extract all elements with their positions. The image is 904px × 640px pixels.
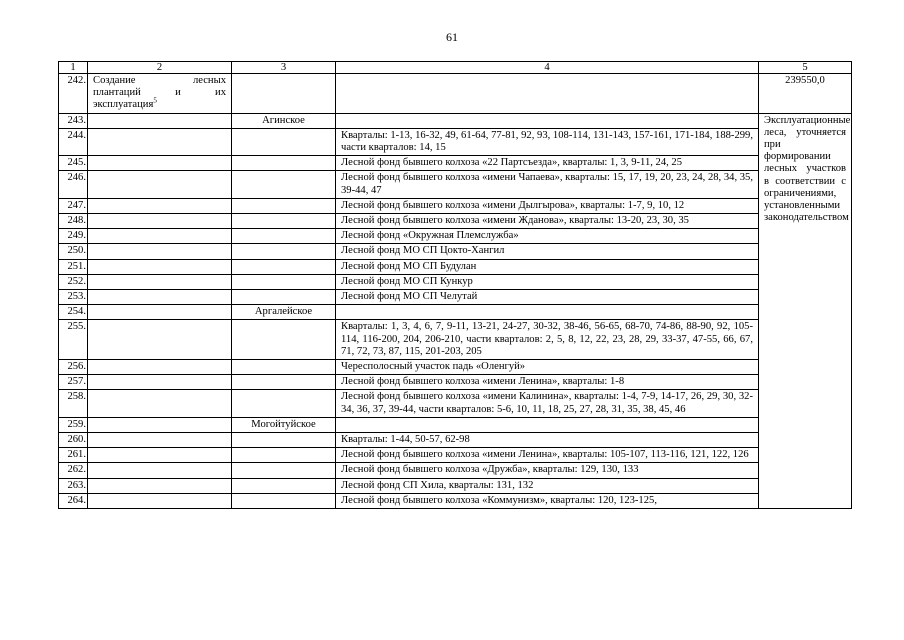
table-row: [59, 433, 852, 448]
location-description: Лесной фонд бывшего колхоза «имени Ленина», кварталы: 1-8: [336, 375, 759, 390]
row-number: 258.: [59, 390, 88, 417]
forest-table: [58, 61, 852, 509]
creation-line-1: Создание лесных: [93, 75, 226, 86]
forestry-name: [232, 360, 336, 375]
row-number: 263.: [59, 478, 88, 493]
row-number: 243.: [59, 113, 88, 128]
forestry-name: [232, 290, 336, 305]
row-number: 264.: [59, 493, 88, 508]
forestry-name: [232, 229, 336, 244]
table-row: [59, 198, 852, 213]
location-description: Лесной фонд бывшего колхоза «имени Дылгырова», кварталы: 1-7, 9, 10, 12: [336, 198, 759, 213]
location-description: [336, 113, 759, 128]
empty-cell: [336, 74, 759, 114]
table-row: [59, 360, 852, 375]
forestry-name: [232, 320, 336, 360]
forestry-name: [232, 244, 336, 259]
creation-label: [88, 74, 232, 114]
row-number: 250.: [59, 244, 88, 259]
header-cell-3: 3: [232, 62, 336, 74]
creation-line-3: эксплуатация: [93, 99, 154, 111]
empty-cell: [88, 229, 232, 244]
row-number: 249.: [59, 229, 88, 244]
forestry-name: Агинское: [232, 113, 336, 128]
empty-cell: [88, 375, 232, 390]
forestry-name: [232, 156, 336, 171]
location-description: Лесной фонд МО СП Цокто-Хангил: [336, 244, 759, 259]
header-cell-4: 4: [336, 62, 759, 74]
header-row: [59, 62, 852, 74]
empty-cell: [88, 320, 232, 360]
location-description: Лесной фонд МО СП Будулан: [336, 259, 759, 274]
location-description: Кварталы: 1, 3, 4, 6, 7, 9-11, 13-21, 24-27, 30-32, 38-46, 56-65, 68-70, 74-86, 88-90, 92, 105-114, 116-200, 204, 206-210, части кварталов: 2, 5, 8, 12, 22, 23, 28, 29, 33-37, 47-55, 66, 67, 71, 72, 73, 87, 115, 201-203, 205: [336, 320, 759, 360]
row-number: 259.: [59, 417, 88, 432]
creation-row: [59, 74, 852, 114]
empty-cell: [88, 244, 232, 259]
empty-cell: [88, 113, 232, 128]
table-row: [59, 320, 852, 360]
empty-cell: [88, 463, 232, 478]
row-number: 261.: [59, 448, 88, 463]
location-description: Кварталы: 1-13, 16-32, 49, 61-64, 77-81, 92, 93, 108-114, 131-143, 157-161, 171-184, 188-299, части кварталов: 14, 15: [336, 128, 759, 155]
table-row: [59, 448, 852, 463]
table-row: [59, 478, 852, 493]
forestry-name: Могойтуйское: [232, 417, 336, 432]
empty-cell: [88, 171, 232, 198]
forestry-name: [232, 463, 336, 478]
row-number: 242.: [59, 74, 88, 114]
row-number: 247.: [59, 198, 88, 213]
forestry-name: [232, 493, 336, 508]
row-number: 255.: [59, 320, 88, 360]
forestry-name: [232, 274, 336, 289]
forestry-name: [232, 214, 336, 229]
table-row: [59, 244, 852, 259]
row-number: 262.: [59, 463, 88, 478]
empty-cell: [88, 448, 232, 463]
empty-cell: [88, 417, 232, 432]
table-row: [59, 463, 852, 478]
empty-cell: [88, 305, 232, 320]
empty-cell: [88, 433, 232, 448]
table-row: [59, 390, 852, 417]
empty-cell: [88, 214, 232, 229]
location-description: Лесной фонд бывшего колхоза «Коммунизм», кварталы: 120, 123-125,: [336, 493, 759, 508]
forestry-name: [232, 448, 336, 463]
page-number: 61: [446, 30, 458, 44]
usage-note: Эксплуатационные леса, уточняется при формировании лесных участков в соответствии с ограничениями, установленными законодательством: [759, 113, 852, 508]
empty-cell: [232, 74, 336, 114]
empty-cell: [88, 290, 232, 305]
table-row: [59, 274, 852, 289]
row-number: 260.: [59, 433, 88, 448]
location-description: Лесной фонд бывшего колхоза «22 Партсъезда», кварталы: 1, 3, 9-11, 24, 25: [336, 156, 759, 171]
empty-cell: [88, 128, 232, 155]
location-description: Лесной фонд бывшего колхоза «Дружба», кварталы: 129, 130, 133: [336, 463, 759, 478]
row-number: 246.: [59, 171, 88, 198]
row-number: 252.: [59, 274, 88, 289]
forestry-name: [232, 478, 336, 493]
row-number: 244.: [59, 128, 88, 155]
forestry-name: Аргалейское: [232, 305, 336, 320]
creation-line-2: плантаций и их: [93, 87, 226, 99]
header-cell-2: 2: [88, 62, 232, 74]
table-row: [59, 229, 852, 244]
location-description: Лесной фонд бывшего колхоза «имени Ленина», кварталы: 105-107, 113-116, 121, 122, 126: [336, 448, 759, 463]
forestry-name: [232, 198, 336, 213]
table-row: [59, 214, 852, 229]
forestry-name: [232, 259, 336, 274]
location-description: Лесной фонд МО СП Челутай: [336, 290, 759, 305]
table-row: [59, 259, 852, 274]
table-row: [59, 493, 852, 508]
table-row: [59, 417, 852, 432]
forestry-name: [232, 375, 336, 390]
table-row: [59, 171, 852, 198]
row-number: 248.: [59, 214, 88, 229]
empty-cell: [88, 360, 232, 375]
location-description: [336, 305, 759, 320]
table-row: [59, 305, 852, 320]
location-description: Лесной фонд МО СП Кункур: [336, 274, 759, 289]
row-number: 257.: [59, 375, 88, 390]
row-number: 245.: [59, 156, 88, 171]
location-description: Лесной фонд бывшего колхоза «имени Жданова», кварталы: 13-20, 23, 30, 35: [336, 214, 759, 229]
row-number: 254.: [59, 305, 88, 320]
table-row: [59, 290, 852, 305]
forestry-name: [232, 390, 336, 417]
empty-cell: [88, 390, 232, 417]
footnote-marker: 5: [153, 96, 157, 105]
table-row: [59, 113, 852, 128]
forestry-name: [232, 128, 336, 155]
location-description: Лесной фонд «Окружная Племслужба»: [336, 229, 759, 244]
header-cell-1: 1: [59, 62, 88, 74]
area-value: 239550,0: [759, 74, 852, 114]
table-row: [59, 128, 852, 155]
row-number: 251.: [59, 259, 88, 274]
location-description: Лесной фонд бывшего колхоза «имени Чапаева», кварталы: 15, 17, 19, 20, 23, 24, 28, 34, 35, 39-44, 47: [336, 171, 759, 198]
header-cell-5: 5: [759, 62, 852, 74]
forestry-name: [232, 171, 336, 198]
empty-cell: [88, 493, 232, 508]
location-description: Лесной фонд СП Хила, кварталы: 131, 132: [336, 478, 759, 493]
empty-cell: [88, 198, 232, 213]
empty-cell: [88, 478, 232, 493]
empty-cell: [88, 259, 232, 274]
row-number: 253.: [59, 290, 88, 305]
row-number: 256.: [59, 360, 88, 375]
empty-cell: [88, 156, 232, 171]
forestry-name: [232, 433, 336, 448]
location-description: [336, 417, 759, 432]
table-row: [59, 156, 852, 171]
location-description: Кварталы: 1-44, 50-57, 62-98: [336, 433, 759, 448]
location-description: Чересполосный участок падь «Оленгуй»: [336, 360, 759, 375]
empty-cell: [88, 274, 232, 289]
location-description: Лесной фонд бывшего колхоза «имени Калинина», кварталы: 1-4, 7-9, 14-17, 26, 29, 30, 32-34, 36, 37, 39-44, части кварталов: 5-6, 10, 11, 18, 25, 27, 28, 31, 35, 38, 45, 46: [336, 390, 759, 417]
table-row: [59, 375, 852, 390]
